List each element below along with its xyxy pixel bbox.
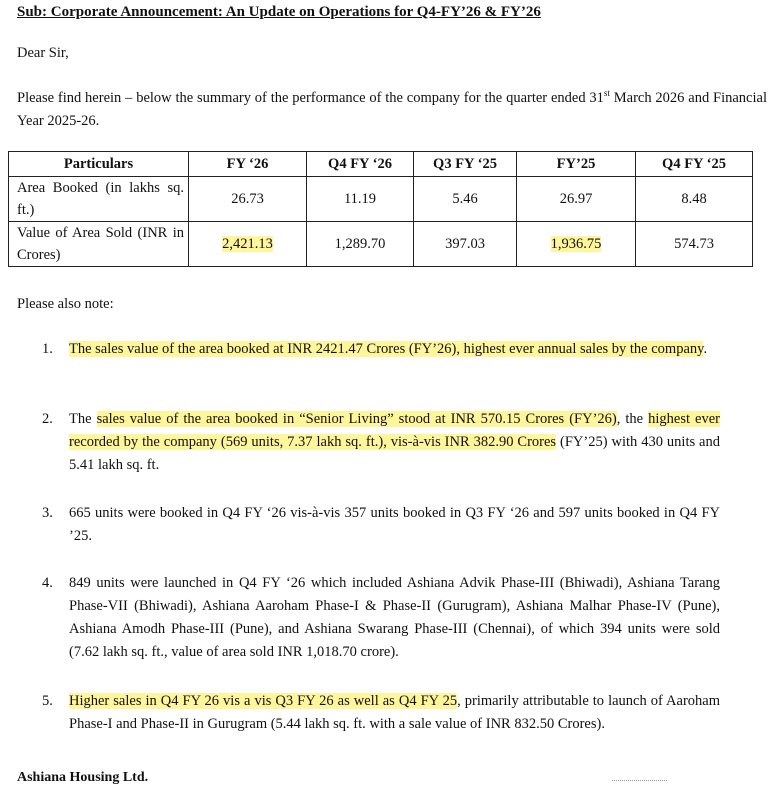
column-header: Q3 FY ‘25	[414, 152, 517, 177]
company-name-footer: Ashiana Housing Ltd.	[17, 770, 149, 785]
column-header: Q4 FY ‘25	[636, 152, 753, 177]
table-cell: 5.46	[414, 177, 517, 222]
intro-text-end: March 2026 and Financial Year 2025-26.	[17, 90, 767, 129]
salutation: Dear Sir,	[17, 45, 69, 61]
table-cell: 1,289.70	[307, 222, 414, 267]
highlighted-value: 2,421.13	[222, 236, 273, 252]
table-cell: 26.73	[189, 177, 307, 222]
note-text: 665 units were booked in Q4 FY ‘26 vis-à-vis 357 units booked in Q3 FY ‘26 and 597 units booked in Q4 FY ’25.	[69, 505, 720, 544]
list-number: 5.	[42, 693, 53, 709]
note-text: The	[69, 411, 97, 427]
highlighted-value: 1,936.75	[550, 236, 602, 252]
intro-text: Please find herein – below the summary of the performance of the company for the quarter ended 31	[17, 90, 604, 106]
note-text: , primarily attributable to launch of Aaroham Phase-I and Phase-II in Gurugram (5.44 lakh sq. ft. with a sale value of INR 832.50 Crores).	[69, 693, 720, 732]
highlighted-text: The sales value of the area booked at INR 2421.47 Crores (FY’26), highest ever annual sales by the company	[69, 341, 704, 357]
list-item	[42, 408, 721, 477]
table-header-row	[9, 152, 753, 177]
list-number: 3.	[42, 505, 53, 521]
highlighted-text: Higher sales in Q4 FY 26 vis a vis Q3 FY 26 as well as Q4 FY 25	[69, 693, 458, 709]
list-number: 1.	[42, 341, 53, 357]
table-row	[9, 222, 753, 267]
column-header: FY ‘26	[189, 152, 307, 177]
column-header: Q4 FY ‘26	[307, 152, 414, 177]
table-cell: 574.73	[636, 222, 753, 267]
table-cell: 26.97	[517, 177, 636, 222]
performance-table	[8, 151, 753, 267]
table-row	[9, 177, 753, 222]
intro-paragraph	[17, 87, 767, 133]
table-cell	[189, 222, 307, 267]
also-note-heading: Please also note:	[17, 296, 114, 312]
column-header: Particulars	[9, 152, 189, 177]
note-text: .	[703, 341, 708, 357]
column-header: FY’25	[517, 152, 636, 177]
list-item	[42, 338, 720, 361]
table-cell: 11.19	[307, 177, 414, 222]
subject-line: Sub: Corporate Announcement: An Update on Operations for Q4-FY’26 & FY’26	[17, 4, 541, 20]
row-label: Area Booked (in lakhs sq. ft.)	[9, 177, 189, 222]
list-item	[42, 690, 720, 736]
table-cell: 397.03	[414, 222, 517, 267]
note-text: (FY’25) with 430 units and 5.41 lakh sq. ft.	[69, 434, 720, 473]
row-label: Value of Area Sold (INR in Crores)	[9, 222, 189, 267]
list-number: 2.	[42, 411, 53, 427]
note-text: 849 units were launched in Q4 FY ‘26 which included Ashiana Advik Phase-III (Bhiwadi), Ashiana Tarang Phase-VII (Bhiwadi), Ashiana Aaroham Phase-I & Phase-II (Gurugram), Ashiana Malhar Phase-IV (Pune), Ashiana Amodh Phase-III (Pune), and Ashiana Swarang Phase-III (Chennai), of which 394 units were sold (7.62 lakh sq. ft., value of area sold INR 1,018.70 crore).	[69, 575, 720, 660]
table-cell	[517, 222, 636, 267]
list-item	[42, 502, 720, 548]
ordinal-suffix: st	[603, 88, 610, 99]
faint-mark	[612, 780, 667, 784]
list-number: 4.	[42, 575, 53, 591]
highlighted-text: sales value of the area booked in “Senior Living” stood at INR 570.15 Crores (FY’26)	[96, 411, 617, 427]
list-item	[42, 572, 720, 664]
highlighted-text: highest ever recorded by the company (569 units, 7.37 lakh sq. ft.), vis-à-vis INR 382.90 Crores	[69, 411, 721, 450]
note-text: , the	[616, 411, 649, 427]
table-cell: 8.48	[636, 177, 753, 222]
